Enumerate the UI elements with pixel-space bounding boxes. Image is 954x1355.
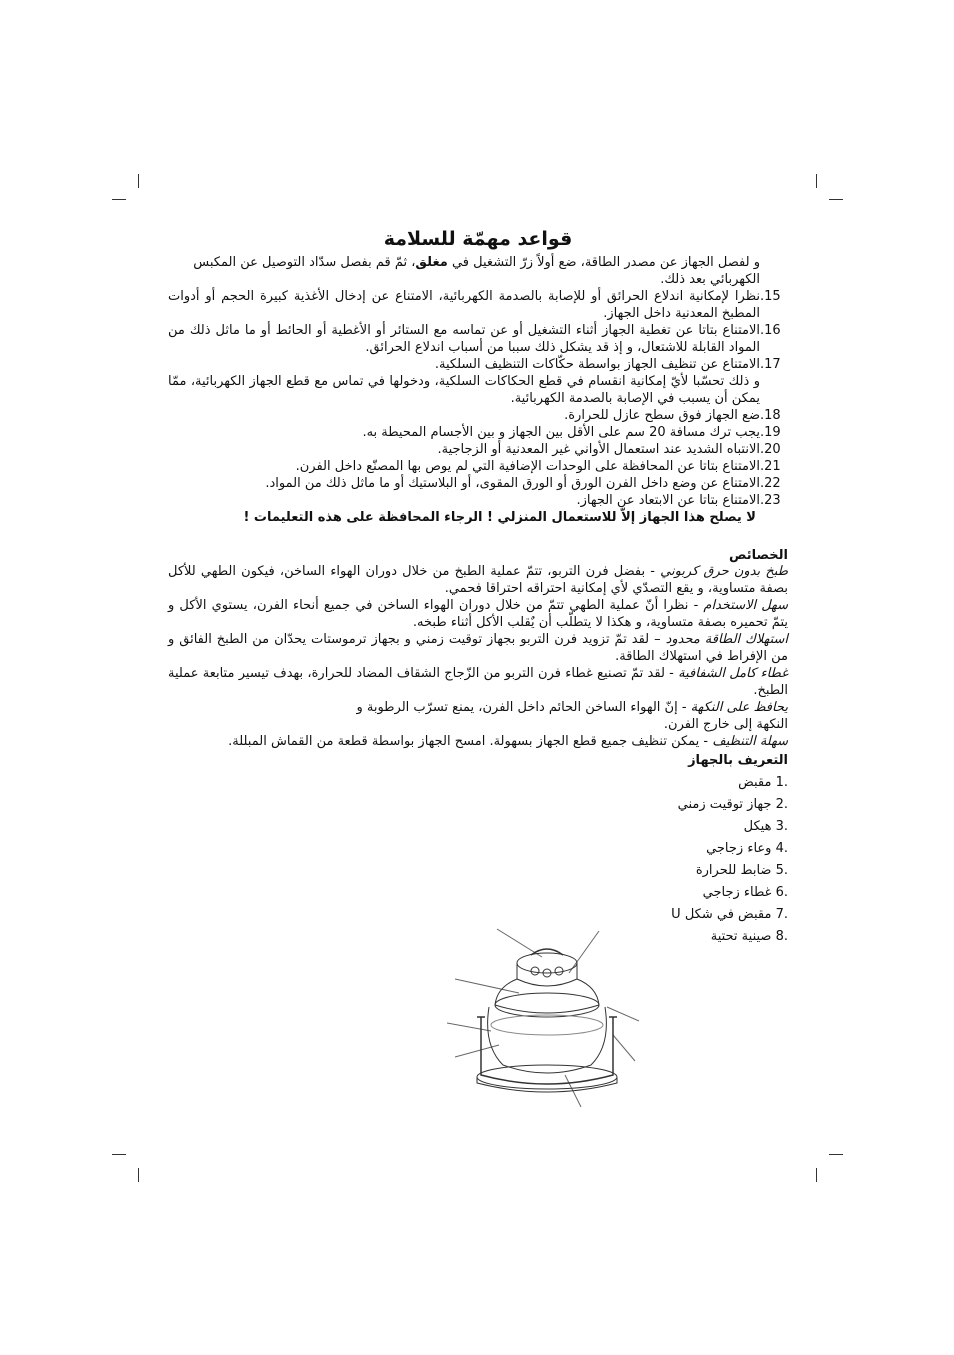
feature-label: استهلاك الطاقة محدود: [665, 632, 788, 647]
intro-text-end: ، ثمّ قم بفصل سدّاد التوصيل عن المكبس الكهربائي بعد ذلك.: [193, 255, 760, 287]
rule-number: .16: [760, 323, 781, 338]
part-number: 2.: [775, 797, 788, 812]
feature-label: غطاء كامل الشفافية: [678, 666, 788, 681]
crop-mark: [816, 1168, 817, 1182]
feature-label: يحافظ على النكهة: [690, 700, 788, 715]
rule-number: .19: [760, 425, 781, 440]
rule-number: .23: [760, 493, 781, 508]
intro-text: و لفصل الجهاز عن مصدر الطاقة، ضع أولاً زرّ التشغيل في: [447, 255, 760, 270]
rule-text: الانتباه الشديد عند استعمال الأواني غير المعدنية أو الزجاجية.: [437, 442, 760, 457]
crop-mark: [112, 1154, 126, 1155]
rule-item: [168, 492, 788, 509]
feature-text: – لقد تمّ تزويد فرن التربو بجهاز توقيت زمني و بجهاز ترموستات يحدّان من الطبخ الفائق و من الإفراط في استهلاك الطاقة.: [168, 632, 788, 664]
feature-paragraph: [168, 563, 788, 597]
crop-mark: [112, 199, 126, 200]
feature-label: سهلة التنظيف: [712, 734, 788, 749]
rule-text: نظرا لإمكانية اندلاع الحرائق أو للإصابة بالصدمة الكهربائية، الامتناع عن إدخال الأغذية كبيرة الحجم أو أدوات المطبخ المعدنية داخل الجهاز.: [168, 289, 760, 321]
crop-mark: [138, 1168, 139, 1182]
list-item: [168, 838, 788, 860]
intro-paragraph: [168, 254, 788, 288]
feature-paragraph: [168, 699, 788, 733]
rule-text: الامتناع عن وضع داخل الفرن الورق أو الورق المقوى، أو البلاستيك أو ما ماثل ذلك من المواد.: [265, 476, 760, 491]
part-number: 6.: [775, 885, 788, 900]
turbo-oven-diagram: [447, 925, 647, 1115]
rule-item: [168, 441, 788, 458]
rule-text: يجب ترك مسافة 20 سم على الأقل بين الجهاز و بين الأجسام المحيطة به.: [362, 425, 760, 440]
page-title: قواعد مهمّة للسلامة: [383, 228, 573, 250]
parts-heading: التعريف بالجهاز: [688, 753, 788, 768]
part-label: غطاء زجاجي: [702, 885, 772, 900]
features-heading: الخصائص: [728, 548, 788, 563]
feature-text: - نظرا أنّ عملية الطهي تتمّ من خلال دوران الهواء الساخن في جميع أنحاء الفرن، يستوي الأكل و يتمّ تحميره بصفة متساوية، و هكذا لا يتطلّب أن يٌقلب الأكل أثناء طبخه.: [168, 598, 788, 630]
feature-paragraph: [168, 733, 788, 750]
part-label: هيكل: [743, 819, 772, 834]
part-number: 7.: [775, 907, 788, 922]
part-label: وعاء زجاجي: [706, 841, 772, 856]
intro-bold-word: مغلق: [415, 255, 448, 270]
part-label: جهاز توقيت زمني: [677, 797, 772, 812]
rule-17-note: و ذلك تحسّبا لأيّ إمكانية انقسام في قطع الحكاكات السلكية، ودخولها في تماس مع قطع الجهاز الكهربائية، ممّا يمكن أن يسبب في الإصابة بالصدمة الكهربائية.: [168, 374, 760, 406]
parts-list: [168, 772, 788, 948]
rule-item: [168, 407, 788, 424]
rule-text: ضع الجهاز فوق سطح عازل للحرارة.: [564, 408, 760, 423]
rule-item: [168, 288, 788, 322]
list-item: [168, 904, 788, 926]
rule-number: .22: [760, 476, 781, 491]
rule-text: الامتناع بتاتا عن المحافظة على الوحدات الإضافية التي لم يوص بها المصنّع داخل الفرن.: [295, 459, 760, 474]
part-label: صينية تحتية: [710, 929, 772, 944]
rule-number: .17: [760, 357, 781, 372]
list-item: [168, 882, 788, 904]
feature-text: - بفضل فرن التربو، تتمّ عملية الطبخ من خلال دوران الهواء الساخن، فيكون الطهي للأكل بصفة متساوية، و يقع التصدّي لأي إمكانية احتراقه احتراقا فحمي.: [168, 564, 788, 596]
rule-item: [168, 424, 788, 441]
feature-text: - إنّ الهواء الساخن الحائم داخل الفرن، يمنع تسرّب الرطوبة و النكهة إلى خارج الفرن.: [356, 700, 788, 732]
rule-item: [168, 475, 788, 492]
part-number: 5.: [775, 863, 788, 878]
rule-item: [168, 322, 788, 356]
crop-mark: [829, 1154, 843, 1155]
part-number: 3.: [775, 819, 788, 834]
rule-number: .18: [760, 408, 781, 423]
part-number: 4.: [775, 841, 788, 856]
rule-number: .15: [760, 289, 781, 304]
feature-text: - يمكن تنظيف جميع قطع الجهاز بسهولة. امسح الجهاز بواسطة قطعة من القماش المبللة.: [228, 734, 713, 749]
feature-paragraph: [168, 665, 788, 699]
feature-text: - لقد تمّ تصنيع غطاء فرن التربو من الزّجاج الشقاف المضاد للحرارة، بهدف تيسير متابعة عملية الطبخ.: [168, 666, 788, 698]
part-label: ضابط للحرارة: [695, 863, 772, 878]
list-item: [168, 772, 788, 794]
part-number: 8.: [775, 929, 788, 944]
household-use-warning: لا يصلح هذا الجهاز إلاّ للاستعمال المنزلي ! الرجاء المحافظة على هذه التعليمات !: [243, 510, 756, 525]
feature-paragraph: [168, 597, 788, 631]
rule-number: .20: [760, 442, 781, 457]
part-label: مقبض: [738, 775, 772, 790]
rule-item: [168, 458, 788, 475]
rule-text: الامتناع بتاتا عن تغطية الجهاز أثناء التشغيل أو عن تماسه مع الستائر أو الأغطية أو الحائط أو ما ماثل ذلك من المواد القابلة للاشتعال، و إذ قد يشكل ذلك سببا من أسباب اندلاع الحرائق.: [168, 323, 760, 355]
crop-mark: [138, 174, 139, 188]
list-item: [168, 860, 788, 882]
rule-item: [168, 356, 788, 373]
crop-mark: [829, 199, 843, 200]
document-page: [168, 228, 788, 948]
feature-label: طبخ بدون حرق كربوني: [660, 564, 788, 579]
rule-text: الامتناع عن تنظيف الجهاز بواسطة حكّاكات التنظيف السلكية.: [434, 357, 760, 372]
list-item: [168, 794, 788, 816]
list-item: [168, 816, 788, 838]
part-label: مقبض في شكل U: [671, 907, 772, 922]
feature-paragraph: [168, 631, 788, 665]
part-number: 1.: [775, 775, 788, 790]
crop-mark: [816, 174, 817, 188]
feature-label: سهل الاستخدام: [703, 598, 788, 613]
rule-number: .21: [760, 459, 781, 474]
rule-text: الامتناع بتاتا عن الابتعاد عن الجهاز.: [576, 493, 760, 508]
